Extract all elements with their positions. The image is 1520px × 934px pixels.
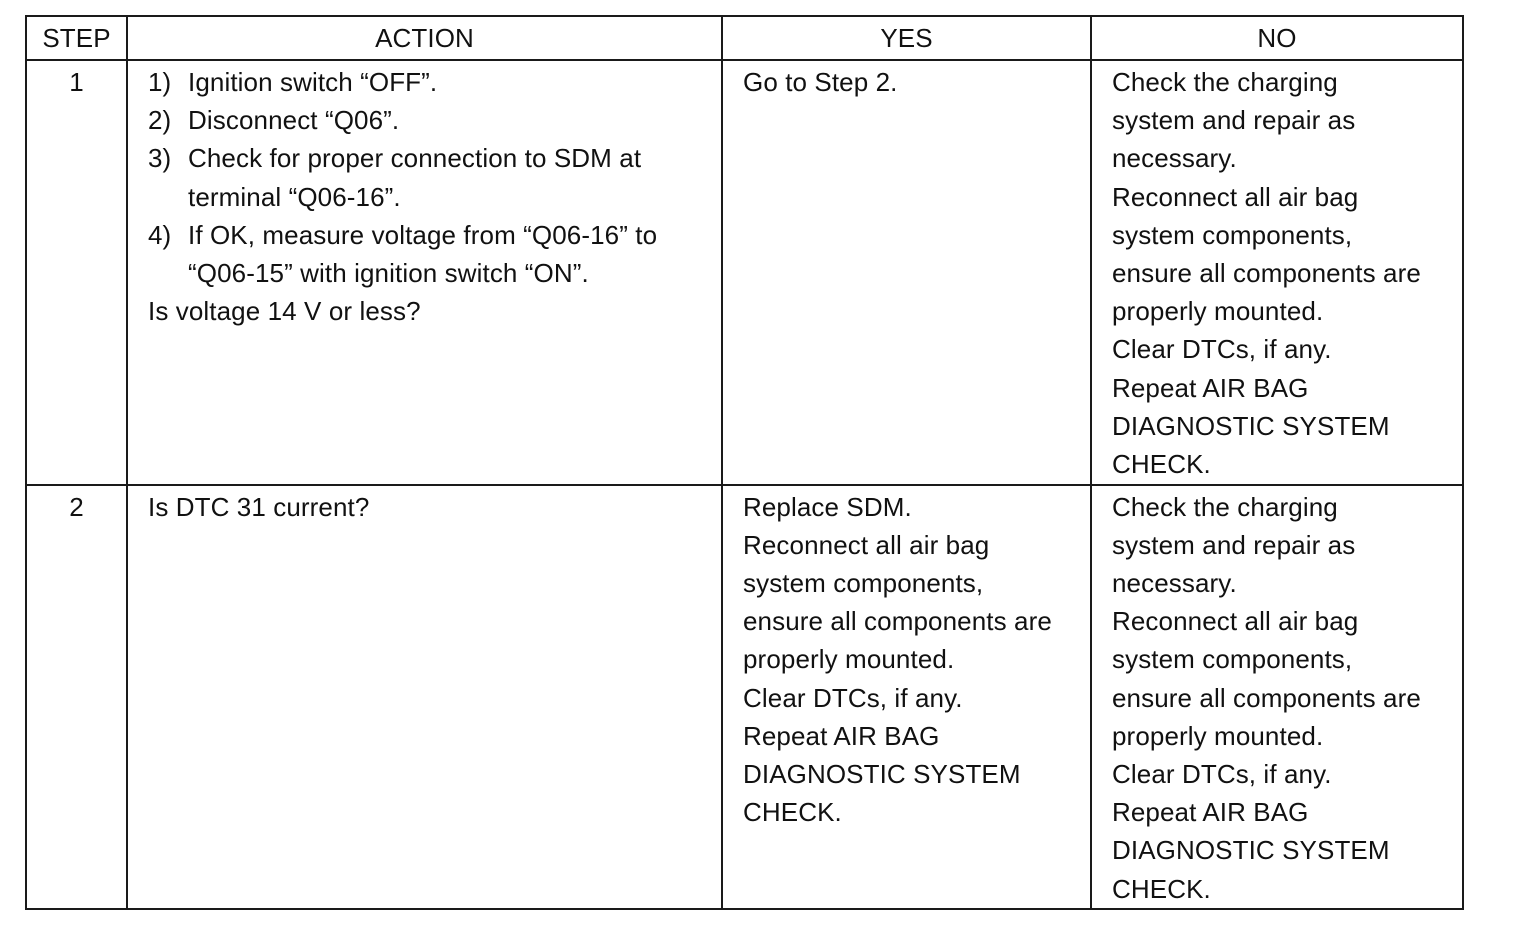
yes-line: ensure all components are bbox=[743, 606, 1052, 637]
no-line: properly mounted. bbox=[1112, 720, 1324, 751]
yes-cell bbox=[722, 485, 1091, 910]
no-line: Check the charging bbox=[1112, 67, 1338, 97]
no-line: DIAGNOSTIC SYSTEM bbox=[1112, 835, 1390, 866]
action-item bbox=[148, 63, 709, 101]
action-item-number: 1) bbox=[148, 67, 172, 97]
header-action: ACTION bbox=[127, 16, 722, 60]
yes-line: Clear DTCs, if any. bbox=[743, 682, 963, 713]
action-item-line: Check for proper connection to SDM at bbox=[188, 143, 642, 174]
no-line: necessary. bbox=[1112, 567, 1237, 598]
action-item-text bbox=[188, 139, 709, 215]
no-line: system and repair as bbox=[1112, 529, 1356, 560]
action-item-line: If OK, measure voltage from “Q06-16” to bbox=[188, 219, 658, 250]
no-line: ensure all components are bbox=[1112, 682, 1421, 713]
step-number: 1 bbox=[26, 60, 127, 485]
action-item-text bbox=[188, 216, 709, 292]
action-item-line: Disconnect “Q06”. bbox=[188, 105, 400, 136]
action-question: Is DTC 31 current? bbox=[148, 491, 370, 522]
action-item-number: 4) bbox=[148, 219, 172, 250]
table-row bbox=[26, 60, 1463, 485]
no-line: Reconnect all air bag bbox=[1112, 181, 1359, 212]
no-line: necessary. bbox=[1112, 143, 1237, 174]
action-item-number: 3) bbox=[148, 143, 172, 174]
yes-line: CHECK. bbox=[743, 797, 842, 828]
action-cell bbox=[127, 485, 722, 910]
no-line: system and repair as bbox=[1112, 105, 1356, 136]
header-no: NO bbox=[1091, 16, 1463, 60]
no-line: Clear DTCs, if any. bbox=[1112, 334, 1332, 365]
yes-line: DIAGNOSTIC SYSTEM bbox=[743, 758, 1021, 789]
action-item bbox=[148, 101, 709, 139]
no-line: Clear DTCs, if any. bbox=[1112, 758, 1332, 789]
no-cell bbox=[1091, 485, 1463, 910]
yes-line: properly mounted. bbox=[743, 644, 955, 675]
yes-line: Reconnect all air bag bbox=[743, 529, 990, 560]
diagnostic-table bbox=[25, 15, 1464, 910]
yes-cell bbox=[722, 60, 1091, 485]
no-line: DIAGNOSTIC SYSTEM bbox=[1112, 410, 1390, 441]
yes-line: Repeat AIR BAG bbox=[743, 720, 940, 751]
action-item-text bbox=[188, 101, 709, 139]
step-number: 2 bbox=[26, 485, 127, 910]
no-cell bbox=[1091, 60, 1463, 485]
header-yes: YES bbox=[722, 16, 1091, 60]
yes-line: system components, bbox=[743, 567, 984, 598]
no-line: Check the charging bbox=[1112, 491, 1338, 522]
action-question: Is voltage 14 V or less? bbox=[148, 296, 421, 327]
no-line: system components, bbox=[1112, 219, 1353, 250]
action-item bbox=[148, 216, 709, 292]
no-line: CHECK. bbox=[1112, 449, 1211, 480]
action-cell bbox=[127, 60, 722, 485]
yes-line: Go to Step 2. bbox=[743, 67, 898, 97]
yes-line: Replace SDM. bbox=[743, 491, 912, 522]
no-line: Reconnect all air bag bbox=[1112, 606, 1359, 637]
action-item-line: “Q06-15” with ignition switch “ON”. bbox=[188, 258, 589, 289]
action-item-line: Ignition switch “OFF”. bbox=[188, 67, 438, 97]
action-item bbox=[148, 139, 709, 215]
header-step: STEP bbox=[26, 16, 127, 60]
action-item-text bbox=[188, 63, 709, 101]
no-line: properly mounted. bbox=[1112, 296, 1324, 327]
no-line: system components, bbox=[1112, 644, 1353, 675]
header-row bbox=[26, 16, 1463, 60]
table-row bbox=[26, 485, 1463, 910]
action-item-line: terminal “Q06-16”. bbox=[188, 181, 401, 212]
no-line: ensure all components are bbox=[1112, 258, 1421, 289]
action-item-number: 2) bbox=[148, 105, 172, 136]
no-line: Repeat AIR BAG bbox=[1112, 372, 1309, 403]
no-line: Repeat AIR BAG bbox=[1112, 797, 1309, 828]
no-line: CHECK. bbox=[1112, 873, 1211, 904]
